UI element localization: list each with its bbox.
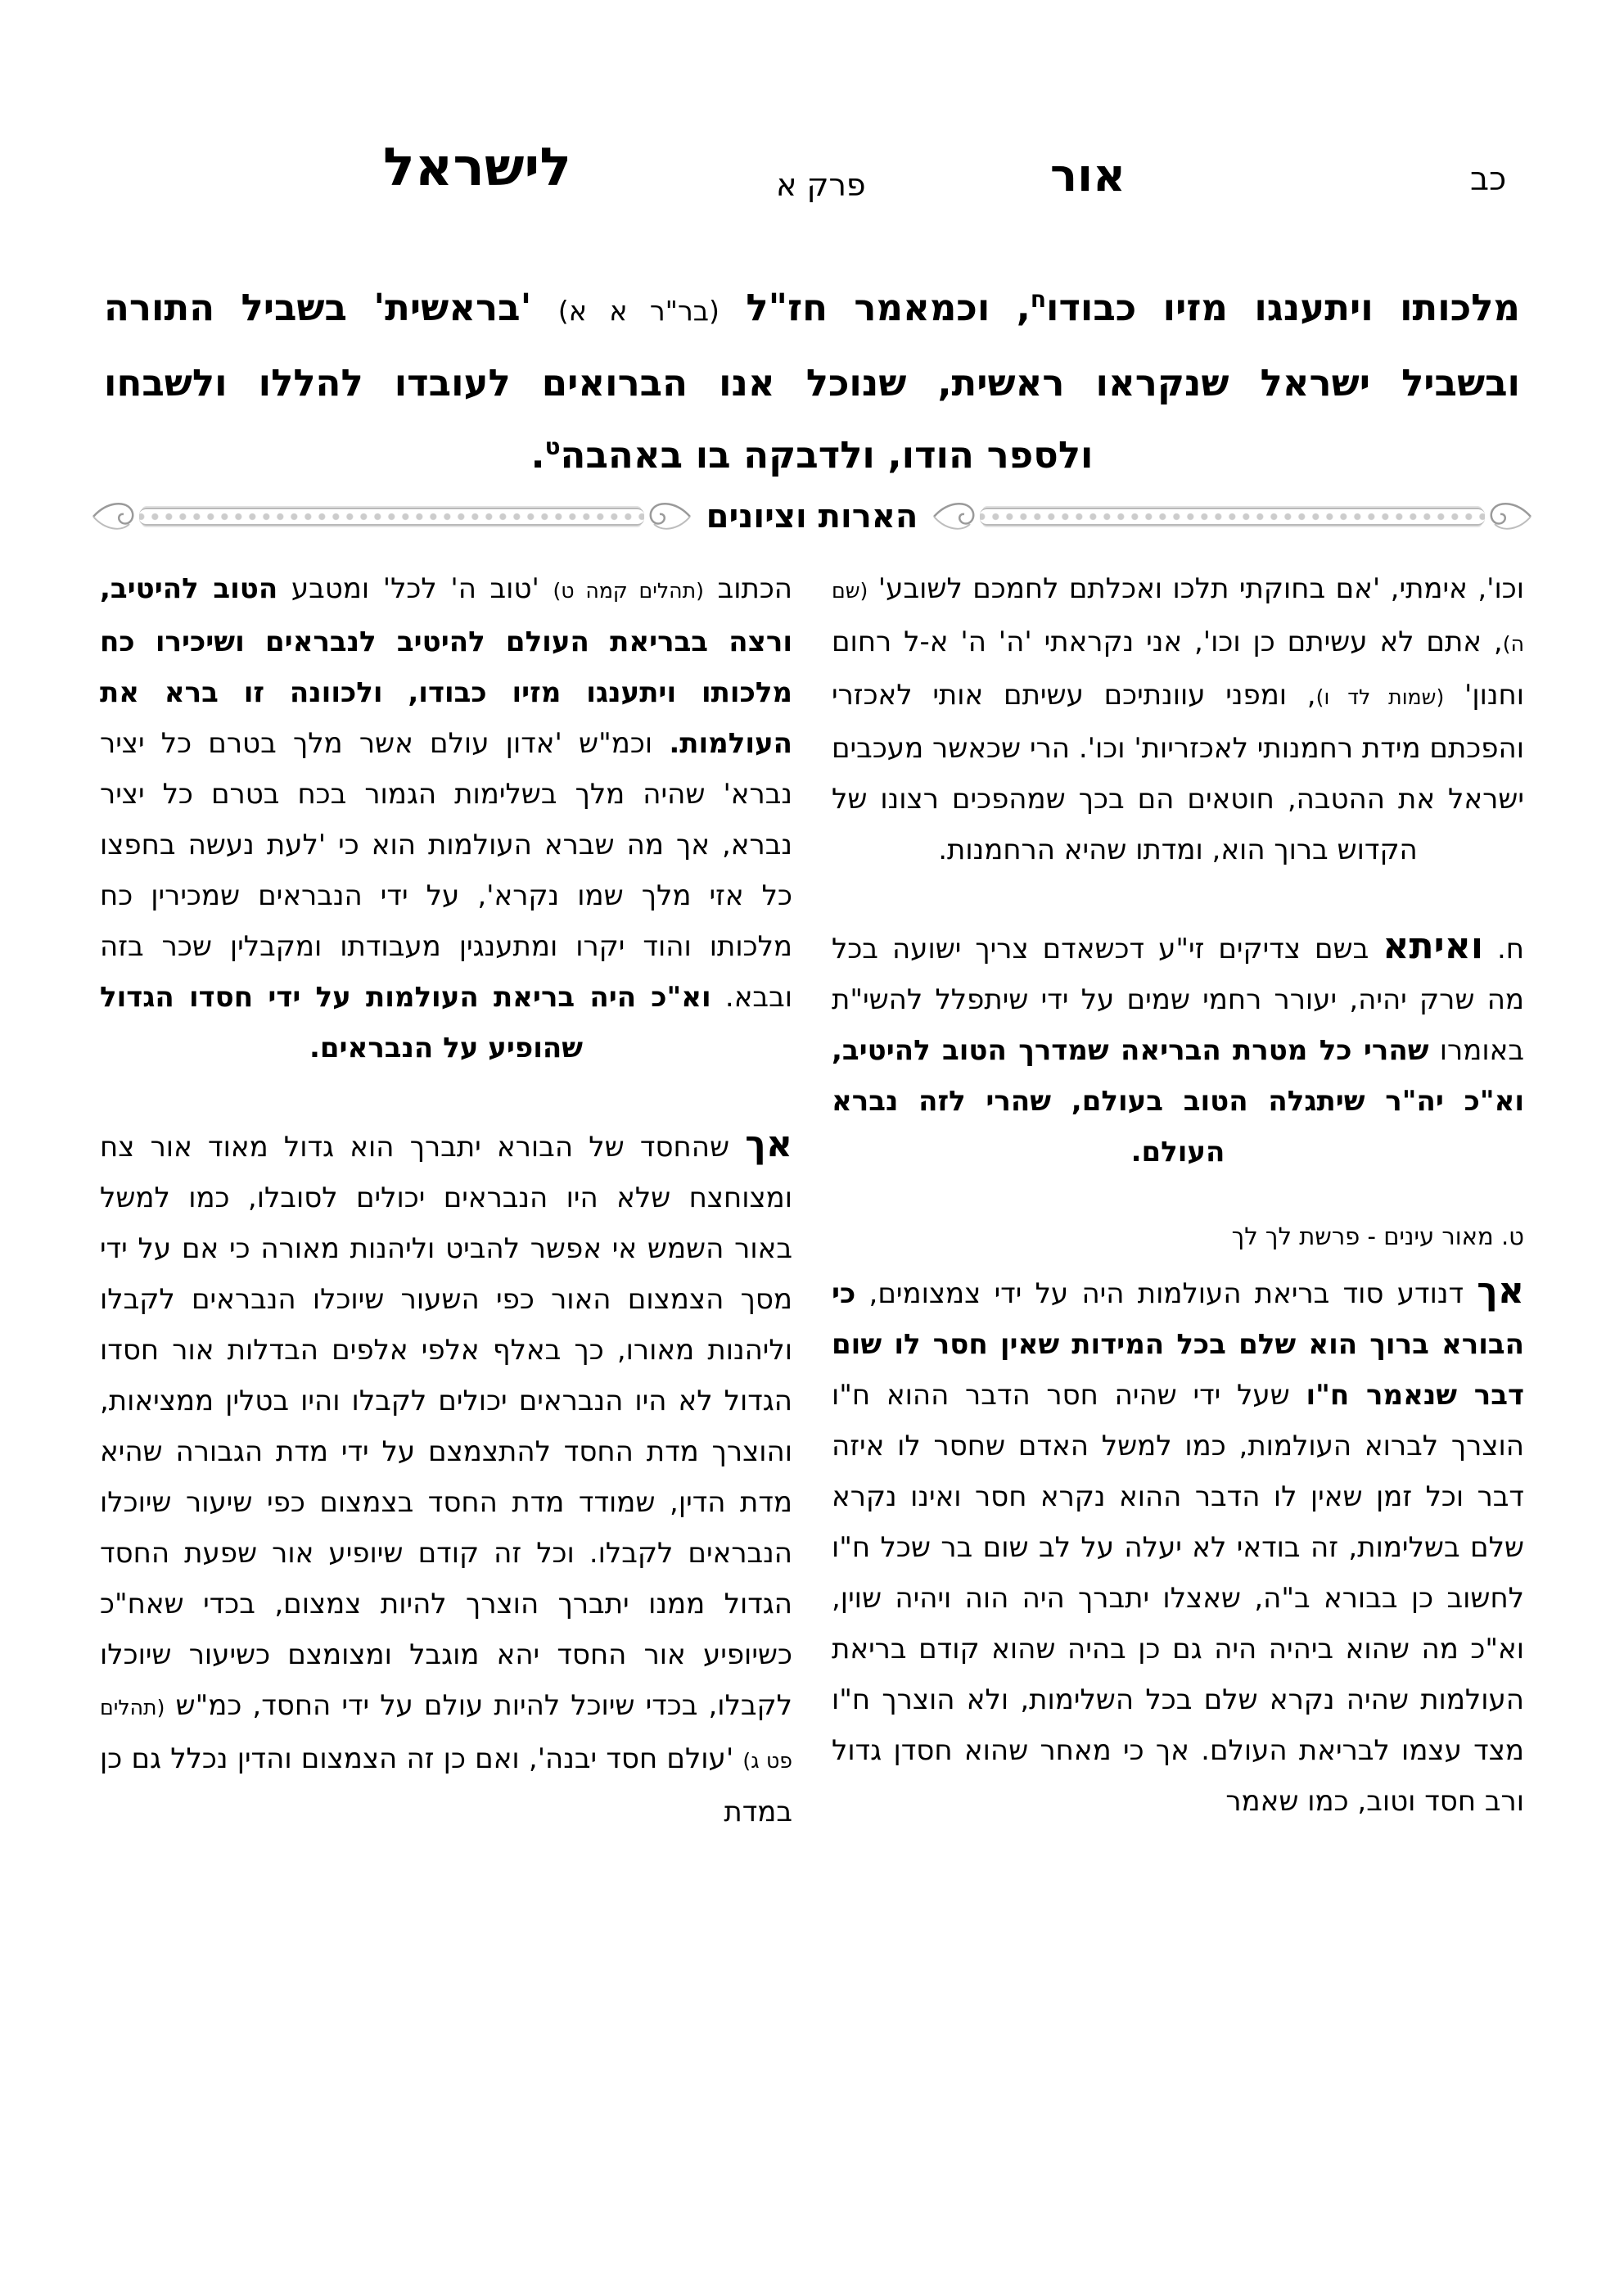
- main-text-block: [104, 272, 1520, 491]
- notes-column-right: [822, 563, 1525, 2242]
- note-paragraph: [91, 1119, 792, 1837]
- notes-divider: [92, 498, 1532, 535]
- notes-columns: [90, 563, 1525, 2242]
- notes-section-title: הארות וציונים: [706, 498, 918, 535]
- flourish-icon: [646, 499, 692, 535]
- text-segment-plain: מלכותו ויתענגו מזיו כבודו: [1046, 286, 1520, 329]
- text-segment-plain: , וכמאמר חז"ל: [720, 286, 1031, 329]
- text-segment-bold: הטוב להיטיב, ורצה בבריאת העולם להיטיב לנבראים ושיכירו כח מלכותו ויתענגו מזיו כבודו, ולכוונה זו ברא את העולמות.: [90, 572, 792, 760]
- text-segment-plain: הכתוב: [703, 572, 793, 605]
- flourish-icon: [92, 499, 138, 535]
- text-segment-plain: וכמ"ש 'אדון עולם אשר מלך בטרם כל יציר נברא' שהיה מלך בשלימות הגמור בכח בטרם כל יציר נברא, אך מה שברא העולמות הוא כי 'לעת נעשה בחפצו כל אזי מלך שמו נקרא', על ידי הנבראים שמכירין כח מלכותו והוד יקרו ומתענגין מעבודתו ומקבלין שכר בזה ובבא.: [91, 727, 793, 1014]
- text-segment-ref: (בר"ר א א): [557, 295, 720, 327]
- text-segment-plain: בשם צדיקים זי"ע דכשאדם צריך ישועה בכל מה שרק יהיה, יעורר רחמי שמים על ידי שיתפלל להשי"ת באומרו: [823, 933, 1524, 1067]
- ornament-bar: [139, 508, 644, 526]
- book-title-right-part: אור: [1050, 149, 1126, 201]
- text-segment-bold: וא"כ היה בריאת העולמות על ידי חסדו הגדול שהופיע על הנבראים.: [90, 981, 711, 1064]
- text-segment-plain: ולספר הודו, ולדבקה בו באהבה: [560, 433, 1094, 477]
- main-text-line: [104, 272, 1520, 347]
- text-segment-bold: כי הבורא ברוך הוא שלם בכל המידות שאין חסר לו שום דבר שנאמר ח"ו: [822, 1277, 1525, 1412]
- text-segment-marker: ח.: [1482, 933, 1524, 965]
- source-reference: ט. מאור עינים - פרשת לך לך: [1231, 1222, 1524, 1250]
- text-segment-lead: אך: [745, 1123, 792, 1165]
- note-paragraph: [823, 563, 1524, 875]
- chapter-heading: פרק א: [776, 167, 866, 203]
- text-segment-plain: 'בראשית' בשביל התורה: [104, 286, 558, 329]
- main-text-line: [104, 347, 1520, 419]
- note-paragraph: [822, 1266, 1525, 1827]
- text-segment-ref: (תהלים פט ג): [93, 1696, 792, 1773]
- text-segment-plain: דנודע סוד בריאת העולמות היה על ידי צמצומים,: [855, 1277, 1477, 1310]
- text-segment-plain: .: [530, 433, 545, 477]
- text-segment-plain: , ומפני עוונתיכם עשיתם אותי לאכזרי והפכתם מידת רחמנותי לאכזריות' וכו'. הרי שכאשר מעכבים ישראל את ההטבה, חוטאים הם בכך שמהפכים רצונו של הקדוש ברוך הוא, ומדתו שהיא הרחמנות.: [823, 679, 1524, 866]
- main-text-line: [104, 419, 1520, 491]
- note-paragraph: [90, 563, 793, 1073]
- text-segment-ref: (תהלים קמה ט): [553, 579, 704, 603]
- text-segment-lead: אך: [1477, 1270, 1524, 1312]
- text-segment-lead: ואיתא: [1383, 925, 1483, 967]
- text-segment-plain: , אתם לא עשיתם כן וכו', אני נקראתי 'ה' ה' א-ל רחום וחנון': [823, 626, 1524, 712]
- text-segment-ref: (שם ה): [825, 579, 1524, 656]
- book-title-left-part: לישראל: [383, 138, 571, 198]
- text-segment-sup: ט: [544, 433, 561, 460]
- flourish-icon: [932, 499, 978, 535]
- flourish-icon: [1486, 499, 1532, 535]
- note-paragraph: [822, 921, 1524, 1177]
- divider-ornament-right: [932, 499, 1532, 535]
- ornament-bar: [980, 508, 1485, 526]
- text-segment-plain: שהחסד של הבורא יתברך הוא גדול מאוד אור צח ומצוחצח שלא היו הנבראים יכולים לסובלו, כמו למשל באור השמש אי אפשר להביט וליהנות מאורה כי אם על ידי מסך הצמצום האור כפי השעור שיוכלו הנבראים לקבלו וליהנות מאורו, כך באלף אלפי אלפים הבדלות אור חסדו הגדול לא היו הנבראים יכולים לקבלו והיו בטלין ממציאות, והוצרך מדת החסד להתצמצם על ידי מדת הגבורה שהיא מדת הדין, שמודד מדת החסד בצמצום כפי שיעור שיוכלו הנבראים לקבלו. וכל זה קודם שיופיע אור שפעת החסד הגדול ממנו יתברך הוצרך להיות צמצום, בכדי שאח"כ כשיופיע אור החסד יהא מוגבל ומצומצם כשיעור שיוכלו לקבלו, בכדי שיוכל להיות עולם על ידי החסד, כמ"ש: [91, 1131, 792, 1722]
- text-segment-plain: 'עולם חסד יבנה', ואם כן זה הצמצום והדין נכלל גם כן במדת: [91, 1742, 792, 1828]
- text-segment-plain: שעל ידי שהיה חסר הדבר ההוא ח"ו הוצרך לברוא העולמות, כמו למשל האדם שחסר לו איזה דבר וכל זמן שאין לו הדבר ההוא נקרא חסר ואינו נקרא שלם בשלימות, זה בודאי לא יעלה על לב שום בר שכל ח"ו לחשוב כן בבורא ב"ה, שאצלו יתברך היה הוה ויהיה שוין, וא"כ מה שהוא ביהיה היה גם כן בהיה שהוא קודם בריאת העולמות שהיה נקרא שלם בכל השלימות, ולא הוצרך ח"ו מצד עצמו לבריאת העולם. אך כי מאחר שהוא חסדן גדול ורב חסד וטוב, כמו שאמר: [823, 1379, 1524, 1818]
- notes-column-left: [90, 563, 793, 2242]
- text-segment-ref: (שמות לד ו): [1315, 685, 1445, 709]
- text-segment-plain: 'טוב ה' לכל' ומטבע: [277, 572, 553, 605]
- text-segment-plain: וכו', אימתי, 'אם בחוקתי תלכו ואכלתם לחמכם לשובע': [868, 572, 1524, 605]
- page-number: כב: [1470, 160, 1507, 198]
- divider-ornament-left: [92, 499, 692, 535]
- text-segment-plain: ובשביל ישראל שנקראו ראשית, שנוכל אנו הברואים לעובדו להללו ולשבחו: [104, 361, 1520, 404]
- text-segment-sup: ח: [1030, 286, 1046, 313]
- text-segment-bold: שהרי כל מטרת הבריאה שמדרך הטוב להיטיב, וא"כ יה"ר שיתגלה הטוב בעולם, שהרי לזה נברא העולם.: [822, 1034, 1524, 1168]
